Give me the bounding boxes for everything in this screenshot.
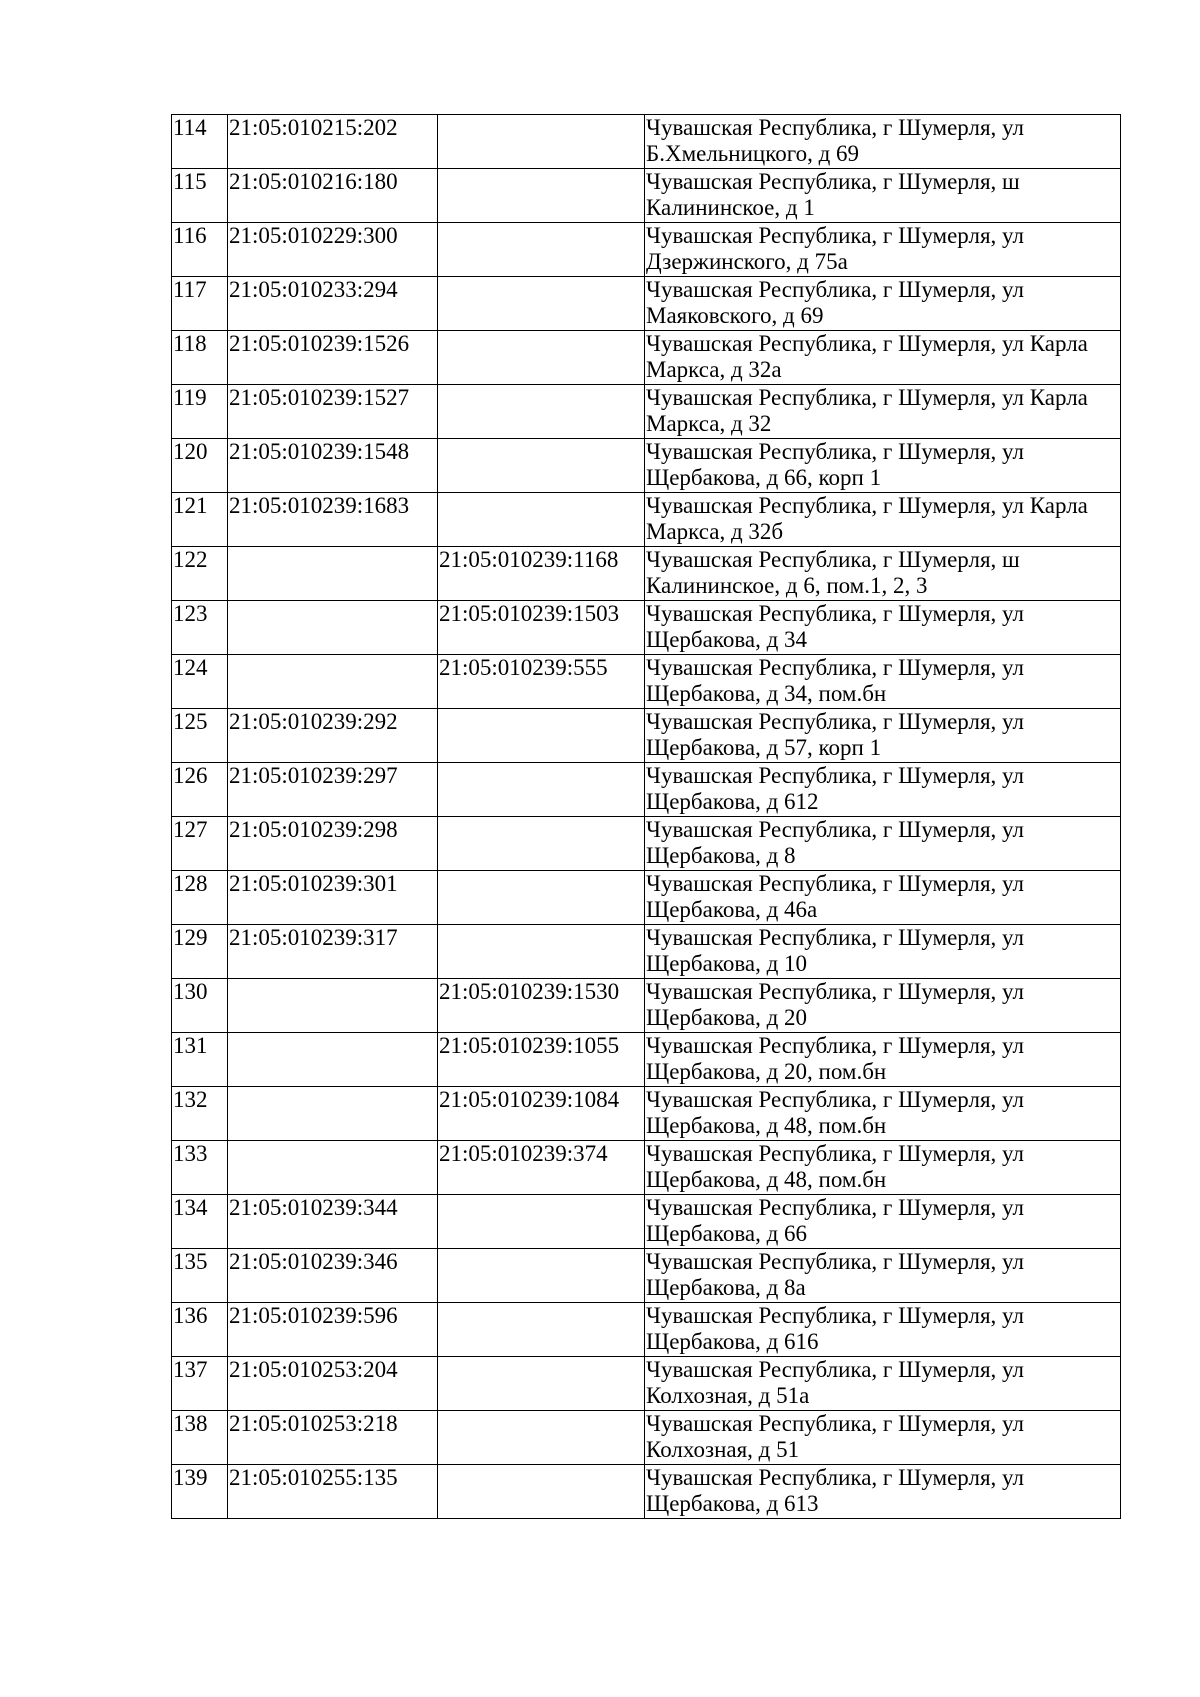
address-cell [645,439,1121,493]
address-line-1: Чувашская Республика, г Шумерля, ул [646,817,1024,842]
object-cadastral-number-cell [438,817,645,871]
row-number-cell: 136 [172,1303,228,1357]
table-row [172,1195,1121,1249]
row-number-cell: 126 [172,763,228,817]
cadastral-number-cell: 21:05:010255:135 [228,1465,438,1519]
cadastral-number-cell: 21:05:010215:202 [228,115,438,169]
table-row [172,1357,1121,1411]
address-line-1: Чувашская Республика, г Шумерля, ул [646,655,1024,680]
object-cadastral-number-cell [438,277,645,331]
row-number-cell: 138 [172,1411,228,1465]
address-line-2: Щербакова, д 612 [646,789,819,814]
row-number-cell: 129 [172,925,228,979]
address-line-2: Щербакова, д 46а [646,897,818,922]
address-cell [645,925,1121,979]
address-cell [645,1411,1121,1465]
cadastral-number-cell: 21:05:010239:1526 [228,331,438,385]
table-row [172,817,1121,871]
address-line-1: Чувашская Республика, г Шумерля, ул Карла [646,331,1088,356]
address-cell [645,1249,1121,1303]
cadastral-number-cell: 21:05:010239:596 [228,1303,438,1357]
address-line-1: Чувашская Республика, г Шумерля, ул [646,1411,1024,1436]
address-line-2: Щербакова, д 66 [646,1221,808,1246]
row-number-cell: 123 [172,601,228,655]
address-cell [645,1033,1121,1087]
address-line-1: Чувашская Республика, г Шумерля, ул [646,1465,1024,1490]
cadastral-number-cell [228,547,438,601]
table-row [172,1033,1121,1087]
object-cadastral-number-cell [438,1357,645,1411]
object-cadastral-number-cell [438,871,645,925]
table-row [172,871,1121,925]
address-cell [645,385,1121,439]
address-cell [645,601,1121,655]
table-row [172,547,1121,601]
address-line-2: Щербакова, д 57, корп 1 [646,735,882,760]
table-row [172,115,1121,169]
address-line-1: Чувашская Республика, г Шумерля, ул [646,223,1024,248]
address-line-2: Щербакова, д 613 [646,1491,819,1516]
object-cadastral-number-cell [438,1303,645,1357]
object-cadastral-number-cell: 21:05:010239:555 [438,655,645,709]
address-cell [645,1303,1121,1357]
object-cadastral-number-cell [438,709,645,763]
cadastral-number-cell: 21:05:010239:297 [228,763,438,817]
address-cell [645,979,1121,1033]
table-row [172,1141,1121,1195]
address-cell [645,1195,1121,1249]
address-line-1: Чувашская Республика, г Шумерля, ул [646,925,1024,950]
table-row [172,979,1121,1033]
object-cadastral-number-cell [438,493,645,547]
address-cell [645,871,1121,925]
object-cadastral-number-cell: 21:05:010239:1055 [438,1033,645,1087]
row-number-cell: 124 [172,655,228,709]
cadastral-number-cell: 21:05:010239:1683 [228,493,438,547]
cadastral-number-cell: 21:05:010229:300 [228,223,438,277]
address-line-1: Чувашская Республика, г Шумерля, ул [646,1087,1024,1112]
row-number-cell: 115 [172,169,228,223]
table-row [172,1249,1121,1303]
cadastral-number-cell: 21:05:010233:294 [228,277,438,331]
address-cell [645,277,1121,331]
address-cell [645,655,1121,709]
address-line-2: Щербакова, д 34, пом.бн [646,681,887,706]
address-line-1: Чувашская Республика, г Шумерля, ул [646,601,1024,626]
address-line-1: Чувашская Республика, г Шумерля, ул [646,763,1024,788]
cadastral-number-cell: 21:05:010239:344 [228,1195,438,1249]
address-line-2: Щербакова, д 8а [646,1275,806,1300]
table-body [172,115,1121,1519]
table-row [172,385,1121,439]
property-table [171,114,1121,1519]
address-line-2: Щербакова, д 48, пом.бн [646,1113,887,1138]
table-row [172,1411,1121,1465]
address-line-1: Чувашская Республика, г Шумерля, ул [646,979,1024,1004]
address-line-1: Чувашская Республика, г Шумерля, ул Карла [646,493,1088,518]
row-number-cell: 131 [172,1033,228,1087]
address-line-2: Маркса, д 32б [646,519,784,544]
cadastral-number-cell: 21:05:010239:298 [228,817,438,871]
address-line-2: Щербакова, д 66, корп 1 [646,465,882,490]
address-line-2: Маяковского, д 69 [646,303,824,328]
address-cell [645,547,1121,601]
cadastral-number-cell: 21:05:010239:301 [228,871,438,925]
row-number-cell: 121 [172,493,228,547]
row-number-cell: 125 [172,709,228,763]
object-cadastral-number-cell [438,1195,645,1249]
address-cell [645,763,1121,817]
address-line-1: Чувашская Республика, г Шумерля, ул [646,1249,1024,1274]
object-cadastral-number-cell [438,1249,645,1303]
cadastral-number-cell: 21:05:010216:180 [228,169,438,223]
address-cell [645,493,1121,547]
table-row [172,1465,1121,1519]
object-cadastral-number-cell: 21:05:010239:1084 [438,1087,645,1141]
address-cell [645,331,1121,385]
address-line-2: Б.Хмельницкого, д 69 [646,141,860,166]
row-number-cell: 134 [172,1195,228,1249]
address-line-1: Чувашская Республика, г Шумерля, ш [646,169,1020,194]
cadastral-number-cell: 21:05:010239:1527 [228,385,438,439]
address-line-1: Чувашская Республика, г Шумерля, ул [646,439,1024,464]
address-line-2: Щербакова, д 10 [646,951,808,976]
address-cell [645,1465,1121,1519]
cadastral-number-cell: 21:05:010253:218 [228,1411,438,1465]
address-cell [645,169,1121,223]
address-line-2: Колхозная, д 51а [646,1383,810,1408]
table-row [172,925,1121,979]
row-number-cell: 132 [172,1087,228,1141]
table-row [172,709,1121,763]
object-cadastral-number-cell [438,115,645,169]
address-cell [645,1141,1121,1195]
address-line-1: Чувашская Республика, г Шумерля, ш [646,547,1020,572]
address-cell [645,115,1121,169]
row-number-cell: 117 [172,277,228,331]
object-cadastral-number-cell [438,925,645,979]
row-number-cell: 127 [172,817,228,871]
address-line-2: Щербакова, д 48, пом.бн [646,1167,887,1192]
object-cadastral-number-cell [438,1411,645,1465]
address-line-1: Чувашская Республика, г Шумерля, ул [646,1357,1024,1382]
row-number-cell: 122 [172,547,228,601]
row-number-cell: 135 [172,1249,228,1303]
table-row [172,439,1121,493]
address-cell [645,223,1121,277]
address-line-2: Колхозная, д 51 [646,1437,800,1462]
object-cadastral-number-cell [438,1465,645,1519]
cadastral-number-cell [228,1141,438,1195]
row-number-cell: 120 [172,439,228,493]
table-row [172,655,1121,709]
object-cadastral-number-cell [438,331,645,385]
address-line-2: Щербакова, д 616 [646,1329,819,1354]
address-line-2: Калининское, д 6, пом.1, 2, 3 [646,573,928,598]
row-number-cell: 130 [172,979,228,1033]
object-cadastral-number-cell [438,439,645,493]
object-cadastral-number-cell [438,763,645,817]
cadastral-number-cell: 21:05:010253:204 [228,1357,438,1411]
address-line-1: Чувашская Республика, г Шумерля, ул [646,709,1024,734]
table-row [172,169,1121,223]
object-cadastral-number-cell: 21:05:010239:374 [438,1141,645,1195]
table-row [172,331,1121,385]
object-cadastral-number-cell: 21:05:010239:1503 [438,601,645,655]
row-number-cell: 116 [172,223,228,277]
row-number-cell: 119 [172,385,228,439]
cadastral-number-cell: 21:05:010239:1548 [228,439,438,493]
cadastral-number-cell [228,1087,438,1141]
object-cadastral-number-cell: 21:05:010239:1168 [438,547,645,601]
address-cell [645,709,1121,763]
address-line-1: Чувашская Республика, г Шумерля, ул [646,1033,1024,1058]
object-cadastral-number-cell [438,385,645,439]
object-cadastral-number-cell: 21:05:010239:1530 [438,979,645,1033]
address-line-1: Чувашская Республика, г Шумерля, ул [646,1303,1024,1328]
cadastral-number-cell [228,601,438,655]
cadastral-number-cell [228,655,438,709]
table-row [172,601,1121,655]
row-number-cell: 118 [172,331,228,385]
object-cadastral-number-cell [438,223,645,277]
address-cell [645,817,1121,871]
table-row [172,763,1121,817]
row-number-cell: 133 [172,1141,228,1195]
address-line-2: Дзержинского, д 75а [646,249,848,274]
table-row [172,277,1121,331]
address-line-1: Чувашская Республика, г Шумерля, ул [646,1195,1024,1220]
object-cadastral-number-cell [438,169,645,223]
row-number-cell: 139 [172,1465,228,1519]
address-line-1: Чувашская Республика, г Шумерля, ул [646,871,1024,896]
address-line-2: Щербакова, д 8 [646,843,796,868]
address-line-2: Маркса, д 32а [646,357,782,382]
address-line-2: Щербакова, д 34 [646,627,808,652]
address-line-2: Маркса, д 32 [646,411,772,436]
address-cell [645,1357,1121,1411]
cadastral-number-cell: 21:05:010239:317 [228,925,438,979]
cadastral-number-cell: 21:05:010239:346 [228,1249,438,1303]
address-line-2: Калининское, д 1 [646,195,815,220]
address-cell [645,1087,1121,1141]
address-line-2: Щербакова, д 20 [646,1005,808,1030]
table-row [172,1087,1121,1141]
address-line-1: Чувашская Республика, г Шумерля, ул [646,1141,1024,1166]
table-row [172,1303,1121,1357]
cadastral-number-cell [228,979,438,1033]
cadastral-number-cell [228,1033,438,1087]
row-number-cell: 137 [172,1357,228,1411]
address-line-2: Щербакова, д 20, пом.бн [646,1059,887,1084]
table-row [172,493,1121,547]
table-row [172,223,1121,277]
address-line-1: Чувашская Республика, г Шумерля, ул [646,277,1024,302]
cadastral-number-cell: 21:05:010239:292 [228,709,438,763]
address-line-1: Чувашская Республика, г Шумерля, ул Карла [646,385,1088,410]
row-number-cell: 128 [172,871,228,925]
row-number-cell: 114 [172,115,228,169]
address-line-1: Чувашская Республика, г Шумерля, ул [646,115,1024,140]
